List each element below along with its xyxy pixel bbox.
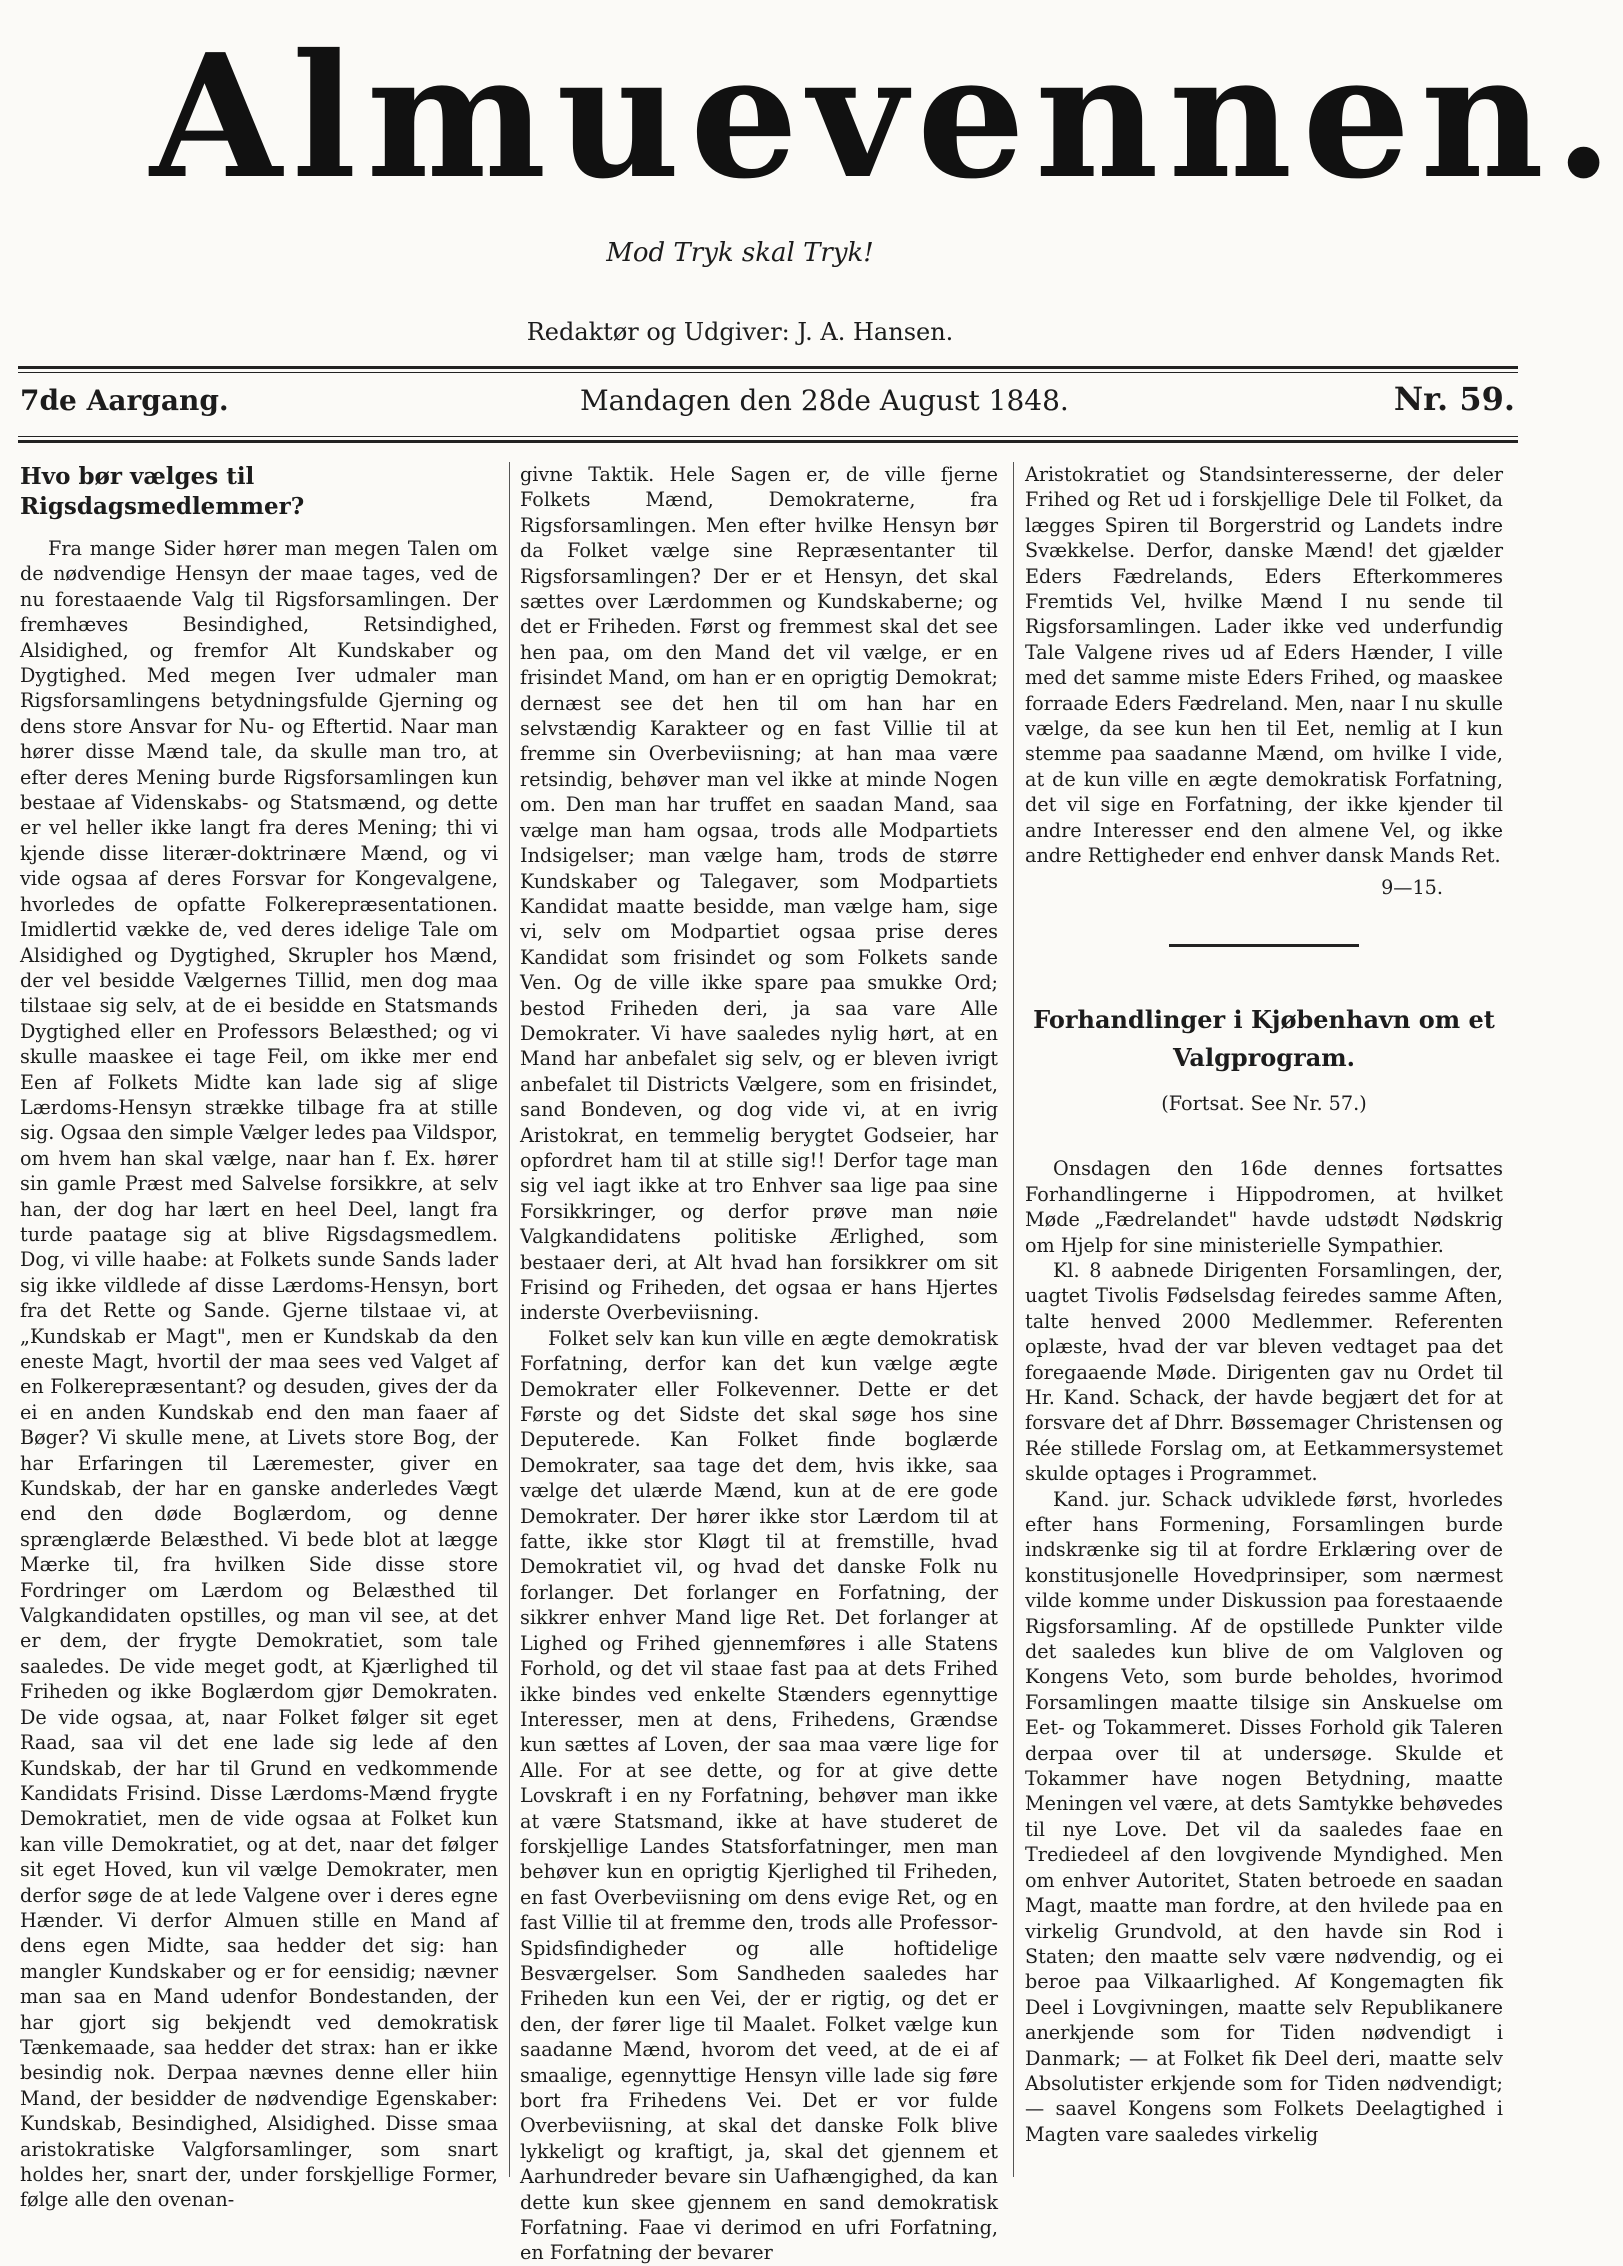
column-3 [1025,462,1503,2177]
volume-label: 7de Aargang. [20,384,229,417]
column-divider [509,462,510,2177]
section-divider [1169,944,1359,947]
article-body: givne Taktik. Hele Sagen er, de ville fjerne Folkets Mænd, Demokraterne, fra Rigsforsamlingen. Men efter hvilke Hensyn bør da Folket vælge sine Repræsentanter til Rigsforsamlingen? Der er et Hensyn, det skal sættes over Lærdommen og Kundskaberne; og det er Friheden. Først og fremmest skal det see hen paa, om den Mand det vil vælge, er en frisindet Mand, om han er en oprigtig Demokrat; dernæst see det hen til om han har en selvstændig Karakteer og en fast Villie til at fremme sin Overbeviisning; at han maa være retsindig, behøver man vel ikke at minde Nogen om. Den man har truffet en saadan Mand, saa vælge man ham ogsaa, trods alle Modpartiets Indsigelser; man vælge ham, trods de større Kundskaber og Talegaver, som Modpartiets Kandidat maatte besidde, man vælge ham, sige vi, selv om Modpartiet ogsaa prise deres Kandidat som frisindet og som Folkets sande Ven. Og de ville ikke spare paa smukke Ord; bestod Friheden deri, ja saa vare Alle Demokrater. Vi have saaledes nylig hørt, at en Mand har anbefalet sig selv, og er bleven ivrigt anbefalet til Districts Vælgere, som en frisindet, sand Bondeven, og dog vide vi, at en ivrig Aristokrat, en temmelig berygtet Godseier, har opfordret ham til at stille sig!! Derfor tage man sig vel iagt ikke at tro Enhver saa lige paa sine Forsikkringer, og derfor prøve man nøie Valgkandidatens politiske Ærlighed, som bestaaer deri, at Alt hvad han forsikkrer om sit Frisind og Friheden, det ogsaa er hans Hjertes inderste Overbeviisning. [520,463,998,1325]
article-body: Aristokratiet og Standsinteresserne, der deler Frihed og Ret ud i forskjellige Dele til Folket, da lægges Spiren til Borgerstrid og Landets indre Svækkelse. Derfor, danske Mænd! det gjælder Eders Fædrelands, Eders Efterkommeres Fremtids Vel, hvilke Mænd I nu sende til Rigsforsamlingen. Lader ikke ved underfundig Tale Valgene rives ud af Eders Hænder, I ville med det samme miste Eders Frihed, og maaskee forraade Eders Fædreland. Men, naar I nu skulle vælge, da see kun hen til Eet, nemlig at I kun stemme paa saadanne Mænd, om hvilke I vide, at de kun ville en ægte demokratisk Forfatning, det vil sige en Forfatning, der ikke kjender til andre Interesser end den almene Vel, og ikke andre Rettigheder end enhver dansk Mands Ret. [1025,463,1503,868]
article-body: Folket selv kan kun ville en ægte demokratisk Forfatning, derfor kan det kun vælge ægte Demokrater eller Folkevenner. Dette er det Første og det Sidste det skal søge hos sine Deputerede. Kan Folket finde boglærde Demokrater, saa tage det dem, hvis ikke, saa vælge det ulærde Mænd, kun at de ere gode Demokrater. Der hører ikke stor Lærdom til at fatte, ikke stor Kløgt til at fremstille, hvad Demokratiet vil, og hvad det danske Folk nu forlanger. Det forlanger en Forfatning, der sikkrer enhver Mand lige Ret. Det forlanger at Lighed og Frihed gjennemføres i alle Statens Forhold, og det vil staae fast paa at dets Frihed ikke bindes ved enkelte Stænders egennyttige Interesser, men at dens, Frihedens, Grændse kun sættes af Loven, der saa maa være lige for Alle. For at see dette, og for at give dette Lovskraft i en ny Forfatning, behøver man ikke at være Statsmand, ikke at have studeret de forskjellige Landes Statsforfatninger, men man behøver kun en oprigtig Kjerlighed til Friheden, en fast Overbeviisning om dens evige Ret, og en fast Villie til at fremme den, trods alle Professor-Spidsfindigheder og alle hoftidelige Besværgelser. Som Sandheden saaledes har Friheden kun een Vei, der er rigtig, og det er den, der fører lige til Maalet. Folket vælge kun saadanne Mænd, hvorom det veed, at de ei af smaalige, egennyttige Hensyn ville lade sig føre bort fra Frihedens Vei. Det er vor fulde Overbeviisning, at skal det danske Folk blive lykkeligt og kraftigt, ja, skal det gjennem et Aarhundreder bevare sin Uafhængighed, da kan dette kun skee gjennem en sand demokratisk Forfatning. Faae vi derimod en ufri Forfatning, en Forfatning der bevarer [520,1326,998,2265]
column-2 [520,462,998,2265]
article-headline: Forhandlinger i Kjøbenhavn om et Valgprogram. [1033,1004,1495,1072]
top-rule-thin [18,372,1518,373]
issue-date: Mandagen den 28de August 1848. [580,384,1069,417]
article-body: Kand. jur. Schack udviklede først, hvorledes efter hans Formening, Forsamlingen burde indskrænke sig til at fordre Erklæring over de konstitusjonelle Hovedprinsiper, som nærmest vilde komme under Diskussion paa forestaaende Rigsforsamling. Af de opstillede Punkter vilde det saaledes kun blive de om Valgloven og Kongens Veto, som burde beholdes, hvorimod Forsamlingen maatte tilsige sin Anskuelse om Eet- og Tokammeret. Disses Forhold gik Taleren derpaa over til at undersøge. Skulde et Tokammer have nogen Betydning, maatte Meningen vel være, at dets Samtykke behøvedes til nye Love. Det vil da saaledes faae en Trediedeel af den lovgivende Myndighed. Men om enhver Autoritet, Staten betroede en saadan Magt, maatte man fordre, at den hvilede paa en virkelig Grundvold, at den havde sin Rod i Staten; den maatte selv være nødvendig, og ei beroe paa Vilkaarlighed. Af Kongemagten fik Deel i Lovgivningen, maatte selv Republikanere anerkjende som for Tiden nødvendigt i Danmark; — at Folket fik Deel deri, maatte selv Absolutister erkjende som for Tiden nødvendigt; — saavel Kongens som Folkets Deelagtighed i Magten vare saaledes virkelig [1025,1487,1503,2146]
article-body: Fra mange Sider hører man megen Talen om de nødvendige Hensyn der maae tages, ved de nu forestaaende Valg til Rigsforsamlingen. Der fremhæves Besindighed, Retsindighed, Alsidighed, og fremfor Alt Kundskaber og Dygtighed. Med megen Iver udmaler man Rigsforsamlingens betydningsfulde Gjerning og dens store Ansvar for Nu- og Eftertid. Naar man hører disse Mænd tale, da skulle man tro, at efter deres Mening burde Rigsforsamlingen kun bestaae af Videnskabs- og Statsmænd, og dette er vel heller ikke langt fra deres Mening; thi vi kjende disse literær-doktrinære Mænd, og vi vide ogsaa af deres Forsvar for Kongevalgene, hvorledes de opfatte Folkerepræsentationen. Imidlertid vække de, ved deres idelige Tale om Alsidighed og Dygtighed, Skrupler hos Mænd, der vel besidde Vælgernes Tillid, men dog maa tilstaae sig selv, at de ei besidde en Statsmands Dygtighed eller en Professors Belæsthed; og vi skulle maaskee ei tage Feil, om ikke mer end Een af Folkets Midte kan lade sig af slige Lærdoms-Hensyn strække tilbage fra at stille sig. Ogsaa den simple Vælger ledes paa Vildspor, om hvem han skal vælge, naar han f. Ex. hører sin gamle Præst med Salvelse forsikkre, at selv han, der dog har lært en heel Deel, langt fra turde paatage sig at blive Rigsdagsmedlem. Dog, vi ville haabe: at Folkets sunde Sands lader sig ikke vildlede af disse Lærdoms-Hensyn, bort fra det Rette og Sande. Gjerne tilstaae vi, at „Kundskab er Magt", men er Kundskab da den eneste Magt, hvortil der maa sees ved Valget af en Folkerepræsentant? og desuden, gives der da ei en anden Kundskab end den man faaer af Bøger? Vi skulle mene, at Livets store Bog, der har Erfaringen til Læremester, giver en Kundskab, der har en ganske anderledes Vægt end den døde Boglærdom, og denne sprænglærde Belæsthed. Vi bede blot at lægge Mærke til, fra hvilken Side disse store Fordringer om Lærdom og Belæsthed til Valgkandidaten opstilles, og man vil see, at det er dem, der frygte Demokratiet, som tale saaledes. De vide meget godt, at Kjærlighed til Friheden og ikke Boglærdom gjør Demokraten. De vide ogsaa, at, naar Folket følger sit eget Raad, saa vil det ene lade sig lede af den Kundskab, der har til Grund en vedkommende Kandidats Frisind. Disse Lærdoms-Mænd frygte Demokratiet, men de vide ogsaa at Folket kun kan ville Demokratiet, og at det, naar det følger sit eget Hoved, kun vil vælge Demokrater, men derfor søge de at lede Valgene over i deres egne Hænder. Vi derfor Almuen stille en Mand af dens egen Midte, saa hedder det sig: han mangler Kundskaber og er for eensidig; nævner man saa en Mand udenfor Bondestanden, der har gjort sig bekjendt ved demokratisk Tænkemaade, saa hedder det strax: han er ikke besindig nok. Derpaa nævnes denne eller hiin Mand, der besidder de nødvendige Egenskaber: Kundskab, Besindighed, Alsidighed. Disse smaa aristokratiske Valgforsamlinger, som snart holdes her, snart der, under forskjellige Former, følge alle den ovenan- [20,537,498,2212]
editor-line: Redaktør og Udgiver: J. A. Hansen. [526,318,954,346]
top-rule [18,366,1518,369]
article-signature: 9—15. [1381,875,1443,899]
article-body: Kl. 8 aabnede Dirigenten Forsamlingen, der, uagtet Tivolis Fødselsdag feiredes samme Aften, talte henved 2000 Medlemmer. Referenten oplæste, hvad der var bleven vedtaget paa det foregaaende Møde. Dirigenten gav nu Ordet til Hr. Kand. Schack, der havde begjært det for at forsvare det af Dhrr. Bøssemager Christensen og Rée stillede Forslag om, at Eetkammersystemet skulde optages i Programmet. [1025,1258,1503,1486]
header-rule [18,440,1518,443]
masthead [150,17,1623,346]
issue-info-bar [20,380,1515,420]
article-body: Onsdagen den 16de dennes fortsattes Forhandlingerne i Hippodromen, at hvilket Møde „Fædrelandet" havde udstødt Nødskrig om Hjelp for sine ministerielle Sympathier. [1025,1157,1503,1257]
column-divider [1013,462,1014,2177]
newspaper-title: Almuevennen. [150,17,1623,217]
newspaper-motto: Mod Tryk skal Tryk! [606,238,874,268]
column-1 [20,462,498,2212]
continued-note: (Fortsat. See Nr. 57.) [1161,1091,1367,1115]
article-headline: Hvo bør vælges til Rigsdagsmedlemmer? [20,463,305,520]
issue-number: Nr. 59. [1393,380,1515,418]
header-rule-thin [18,436,1518,437]
